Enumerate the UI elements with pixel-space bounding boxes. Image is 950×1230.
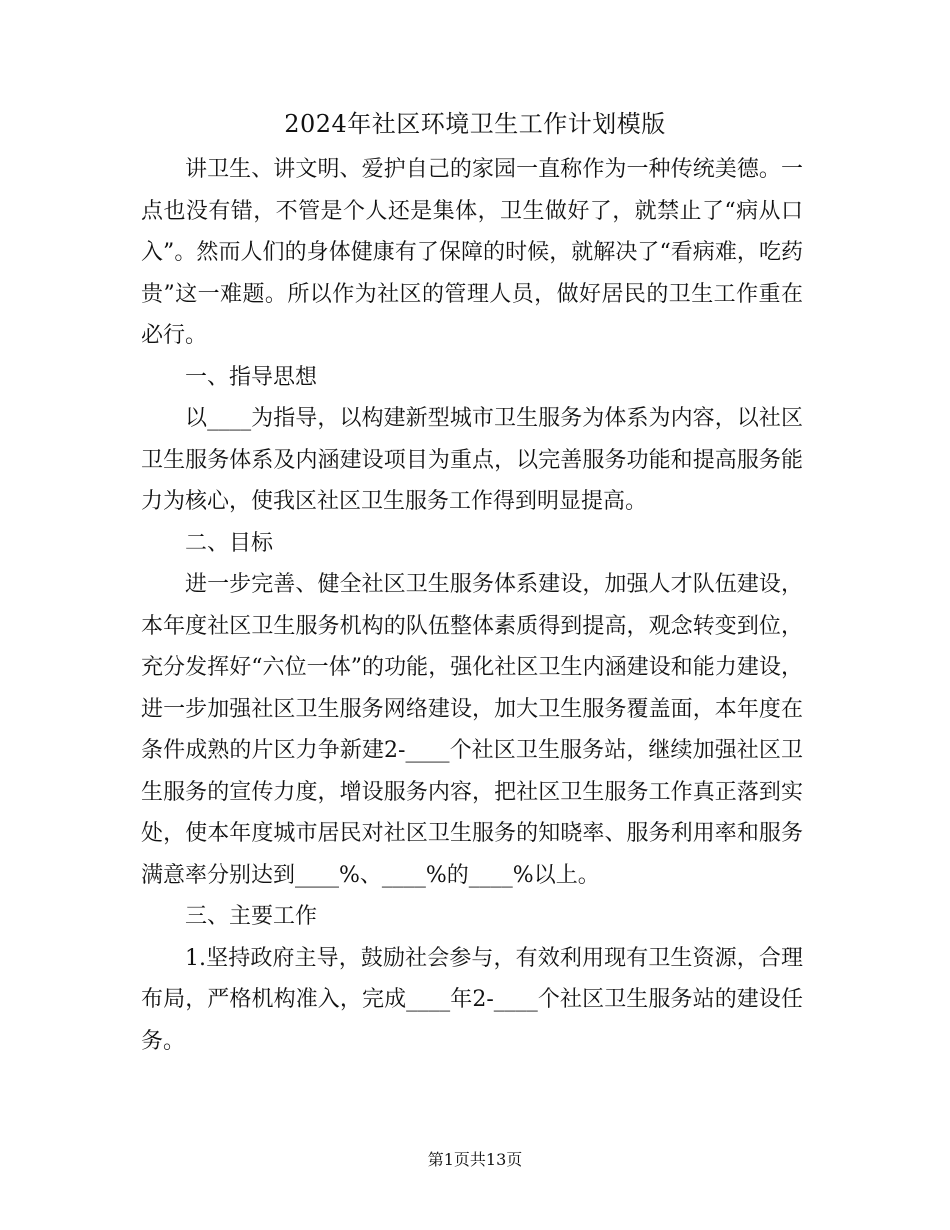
document-body — [141, 149, 803, 1062]
page-title: 2024年社区环境卫生工作计划模版 — [284, 110, 666, 138]
section-heading-goals: 二、目标 — [185, 530, 274, 556]
intro-paragraph: 讲卫生、讲文明、爱护自己的家园一直称作为一种传统美德。一点也没有错，不管是个人还是集体，卫生做好了，就禁止了“病从口入”。然而人们的身体健康有了保障的时候，就解决了“看病难，吃药贵”这一难题。所以作为社区的管理人员，做好居民的卫生工作重在必行。 — [141, 157, 803, 348]
page-number: 第1页共13页 — [427, 1150, 523, 1169]
guiding-ideology-paragraph: 以____为指导，以构建新型城市卫生服务为体系为内容，以社区卫生服务体系及内涵建设项目为重点，以完善服务功能和提高服务能力为核心，使我区社区卫生服务工作得到明显提高。 — [141, 406, 803, 514]
section-heading-guiding-ideology: 一、指导思想 — [185, 364, 318, 390]
section-heading-main-work: 三、主要工作 — [185, 904, 318, 929]
goals-paragraph: 进一步完善、健全社区卫生服务体系建设，加强人才队伍建设，本年度社区卫生服务机构的队伍整体素质得到提高，观念转变到位，充分发挥好“六位一体”的功能，强化社区卫生内涵建设和能力建设，进一步加强社区卫生服务网络建设，加大卫生服务覆盖面，本年度在条件成熟的片区力争新建2-____个社区卫生服务站，继续加强社区卫生服务的宣传力度，增设服务内容，把社区卫生服务工作真正落到实处，使本年度城市居民对社区卫生服务的知晓率、服务利用率和服务满意率分别达到____%、____%的____%以上。 — [141, 572, 803, 888]
main-work-item-1: 1.坚持政府主导，鼓励社会参与，有效利用现有卫生资源，合理布局，严格机构准入，完成____年2-____个社区卫生服务站的建设任务。 — [141, 945, 803, 1054]
